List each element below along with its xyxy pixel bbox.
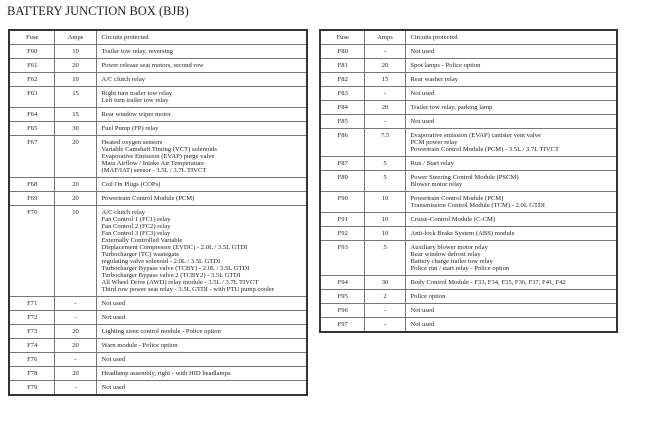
circuits-cell bbox=[96, 339, 307, 353]
circuits-cell bbox=[96, 45, 307, 59]
header-amps: Amps bbox=[364, 30, 405, 45]
header-fuse: Fuse bbox=[9, 30, 54, 45]
table-header bbox=[9, 30, 307, 45]
table-row bbox=[9, 73, 307, 87]
header-amps: Amps bbox=[54, 30, 96, 45]
fuse-table-left bbox=[8, 29, 308, 396]
circuit-line: Not used bbox=[101, 384, 126, 391]
circuits-cell bbox=[405, 227, 617, 241]
amps-cell: 30 bbox=[54, 122, 96, 136]
fuse-cell: F62 bbox=[9, 73, 54, 87]
circuit-line: A/C clutch relay bbox=[101, 76, 146, 83]
circuit-line: Rear window defrost relay bbox=[410, 251, 481, 258]
table-row bbox=[320, 115, 617, 129]
table-row bbox=[9, 297, 307, 311]
circuit-line: Police option bbox=[410, 293, 446, 300]
circuit-line: Turbocharger (TC) wastegate bbox=[101, 251, 180, 258]
circuits-cell bbox=[405, 192, 617, 213]
circuit-line: Power Steering Control Module (PSCM) bbox=[410, 174, 519, 181]
circuits-cell bbox=[405, 115, 617, 129]
fuse-cell: F96 bbox=[320, 304, 364, 318]
circuit-line: Powertrain Control Module (PCM) bbox=[410, 195, 504, 202]
circuit-line: Body Control Module - F33, F34, F35, F36, F37, F41, F42 bbox=[410, 279, 566, 286]
circuit-line: Turbocharger Bypass valve (TCBY) - 2.0L / 3.5L GTDI bbox=[101, 265, 250, 272]
fuse-cell: F72 bbox=[9, 311, 54, 325]
amps-cell: 5 bbox=[364, 241, 405, 276]
fuse-cell: F64 bbox=[9, 108, 54, 122]
circuit-line: Third row power seat relay - 3.5L GTDI - with PTU pump cooler bbox=[101, 286, 274, 293]
circuits-cell bbox=[405, 241, 617, 276]
fuse-cell: F61 bbox=[9, 59, 54, 73]
circuit-line: Not used bbox=[101, 356, 126, 363]
amps-cell: 20 bbox=[54, 325, 96, 339]
table-row bbox=[320, 304, 617, 318]
amps-cell: 5 bbox=[364, 171, 405, 192]
amps-cell: - bbox=[364, 304, 405, 318]
circuit-line: Powertrain Control Module (PCM) bbox=[101, 195, 195, 202]
circuit-line: Anti-lock Brake System (ABS) module bbox=[410, 230, 515, 237]
amps-cell: 10 bbox=[364, 213, 405, 227]
circuit-line: Power release seat motors, second row bbox=[101, 62, 204, 69]
circuits-cell bbox=[96, 325, 307, 339]
circuit-line: Trailer tow relay, parking lamp bbox=[410, 104, 493, 111]
circuit-line: Evaporative Emission (EVAP) purge valve bbox=[101, 153, 215, 160]
table-row bbox=[320, 59, 617, 73]
circuit-line: Powertrain Control Module (PCM) - 3.5L / 3.7L TIVCT bbox=[410, 146, 559, 153]
circuit-line: (MAF/IAT) sensor - 3.5L / 3.7L TIVCT bbox=[101, 167, 207, 174]
table-row bbox=[320, 45, 617, 59]
circuit-line: Transmission Control Module (TCM) - 2.0L GTDI bbox=[410, 202, 545, 209]
table-row bbox=[320, 129, 617, 157]
amps-cell: 15 bbox=[54, 108, 96, 122]
fuse-cell: F79 bbox=[9, 381, 54, 396]
circuits-cell bbox=[405, 45, 617, 59]
fuse-cell: F95 bbox=[320, 290, 364, 304]
fuse-cell: F70 bbox=[9, 206, 54, 297]
amps-cell: 20 bbox=[54, 367, 96, 381]
circuit-line: Not used bbox=[410, 118, 435, 125]
circuits-cell bbox=[405, 171, 617, 192]
circuits-cell bbox=[96, 59, 307, 73]
table-row bbox=[9, 136, 307, 178]
amps-cell: - bbox=[54, 381, 96, 396]
amps-cell: 10 bbox=[54, 73, 96, 87]
fuse-cell: F82 bbox=[320, 73, 364, 87]
amps-cell: - bbox=[364, 115, 405, 129]
amps-cell: 10 bbox=[54, 206, 96, 297]
circuit-line: Not used bbox=[410, 48, 435, 55]
amps-cell: 15 bbox=[364, 73, 405, 87]
table-row bbox=[320, 213, 617, 227]
table-row bbox=[9, 353, 307, 367]
circuits-cell bbox=[96, 122, 307, 136]
amps-cell: - bbox=[364, 318, 405, 333]
amps-cell: 5 bbox=[364, 157, 405, 171]
circuit-line: Auxiliary blower motor relay bbox=[410, 244, 488, 251]
fuse-cell: F78 bbox=[9, 367, 54, 381]
circuits-cell bbox=[405, 59, 617, 73]
table-row bbox=[320, 192, 617, 213]
table-row bbox=[9, 311, 307, 325]
circuit-line: PCM power relay bbox=[410, 139, 458, 146]
header-circuits: Circuits protected bbox=[405, 30, 617, 45]
circuit-line: Fan Control 1 (FC1) relay bbox=[101, 216, 171, 223]
circuit-line: Right turn trailer tow relay bbox=[101, 90, 173, 97]
fuse-cell: F85 bbox=[320, 115, 364, 129]
amps-cell: - bbox=[54, 353, 96, 367]
fuse-cell: F65 bbox=[9, 122, 54, 136]
table-row bbox=[320, 157, 617, 171]
circuits-cell bbox=[96, 353, 307, 367]
circuits-cell bbox=[96, 367, 307, 381]
amps-cell: 20 bbox=[54, 59, 96, 73]
circuits-cell bbox=[405, 73, 617, 87]
amps-cell: - bbox=[364, 87, 405, 101]
circuits-cell bbox=[405, 276, 617, 290]
table-row bbox=[9, 381, 307, 396]
amps-cell: 2 bbox=[364, 290, 405, 304]
fuse-cell: F92 bbox=[320, 227, 364, 241]
amps-cell: 20 bbox=[54, 192, 96, 206]
circuit-line: Turbocharger Bypass valve 2 (TCBY2) - 3.5L GTDI bbox=[101, 272, 241, 279]
circuit-line: Heated oxygen sensors bbox=[101, 139, 163, 146]
circuits-cell bbox=[405, 157, 617, 171]
circuit-line: All Wheel Drive (AWD) relay module - 3.5L / 3.7L TIVCT bbox=[101, 279, 259, 286]
amps-cell: 30 bbox=[364, 276, 405, 290]
page-title: BATTERY JUNCTION BOX (BJB) bbox=[7, 4, 189, 18]
circuits-cell bbox=[96, 73, 307, 87]
circuit-line: Rear washer relay bbox=[410, 76, 459, 83]
fuse-cell: F86 bbox=[320, 129, 364, 157]
table-row bbox=[320, 241, 617, 276]
amps-cell: 20 bbox=[364, 101, 405, 115]
fuse-cell: F89 bbox=[320, 171, 364, 192]
circuit-line: Trailer tow relay, reversing bbox=[101, 48, 173, 55]
circuits-cell bbox=[96, 136, 307, 178]
fuse-cell: F90 bbox=[320, 192, 364, 213]
table-row bbox=[9, 325, 307, 339]
fuse-cell: F73 bbox=[9, 325, 54, 339]
circuit-line: Police run / start relay - Police option bbox=[410, 265, 510, 272]
fuse-cell: F69 bbox=[9, 192, 54, 206]
circuit-line: Displacement Compressor (EVDC) - 2.0L / 3.5L GTDI bbox=[101, 244, 248, 251]
circuit-line: Not used bbox=[410, 307, 435, 314]
circuit-line: A/C clutch relay bbox=[101, 209, 146, 216]
circuit-line: Headlamp assembly, right - with HID headlamps bbox=[101, 370, 231, 377]
amps-cell: 7.5 bbox=[364, 129, 405, 157]
circuit-line: Not used bbox=[410, 321, 435, 328]
amps-cell: - bbox=[54, 311, 96, 325]
circuits-cell bbox=[405, 304, 617, 318]
circuit-line: Coil On Plugs (COPs) bbox=[101, 181, 161, 188]
fuse-table-right bbox=[319, 29, 618, 333]
table-row bbox=[9, 178, 307, 192]
table-row bbox=[9, 339, 307, 353]
circuit-line: Rear window wiper motor bbox=[101, 111, 171, 118]
amps-cell: 20 bbox=[54, 178, 96, 192]
table-row bbox=[320, 290, 617, 304]
header-fuse: Fuse bbox=[320, 30, 364, 45]
circuits-cell bbox=[96, 192, 307, 206]
amps-cell: 20 bbox=[54, 136, 96, 178]
fuse-cell: F84 bbox=[320, 101, 364, 115]
fuse-cell: F60 bbox=[9, 45, 54, 59]
circuits-cell bbox=[405, 87, 617, 101]
circuit-line: Spot lamps - Police option bbox=[410, 62, 481, 69]
fuse-cell: F71 bbox=[9, 297, 54, 311]
table-row bbox=[320, 101, 617, 115]
amps-cell: - bbox=[364, 45, 405, 59]
amps-cell: 20 bbox=[54, 339, 96, 353]
circuit-line: Fan Control 3 (FC3) relay bbox=[101, 230, 171, 237]
fuse-cell: F87 bbox=[320, 157, 364, 171]
circuit-line: Mass Airflow / Intake Air Temperature bbox=[101, 160, 205, 167]
circuits-cell bbox=[96, 87, 307, 108]
table-row bbox=[320, 87, 617, 101]
circuits-cell bbox=[405, 213, 617, 227]
fuse-cell: F93 bbox=[320, 241, 364, 276]
amps-cell: 15 bbox=[54, 87, 96, 108]
circuit-line: regulating valve solenoid - 2.0L / 3.5L GTDI bbox=[101, 258, 221, 265]
amps-cell: 20 bbox=[364, 59, 405, 73]
fuse-cell: F63 bbox=[9, 87, 54, 108]
table-header bbox=[320, 30, 617, 45]
table-row bbox=[9, 59, 307, 73]
fuse-cell: F67 bbox=[9, 136, 54, 178]
amps-cell: 10 bbox=[364, 227, 405, 241]
fuse-cell: F68 bbox=[9, 178, 54, 192]
circuit-line: Evaporative emission (EVAP) canister vent valve bbox=[410, 132, 541, 139]
table-row bbox=[320, 73, 617, 87]
circuits-cell bbox=[405, 129, 617, 157]
circuits-cell bbox=[96, 178, 307, 192]
table-row bbox=[9, 122, 307, 136]
circuits-cell bbox=[405, 101, 617, 115]
circuits-cell bbox=[96, 311, 307, 325]
fuse-cell: F74 bbox=[9, 339, 54, 353]
fuse-cell: F94 bbox=[320, 276, 364, 290]
fuse-cell: F91 bbox=[320, 213, 364, 227]
circuit-line: Left turn trailer tow relay bbox=[101, 97, 169, 104]
header-circuits: Circuits protected bbox=[96, 30, 307, 45]
circuit-line: Battery charge trailer tow relay bbox=[410, 258, 493, 265]
amps-cell: 10 bbox=[54, 45, 96, 59]
circuits-cell bbox=[96, 297, 307, 311]
fuse-cell: F76 bbox=[9, 353, 54, 367]
table-row bbox=[9, 192, 307, 206]
circuit-line: Run / Start relay bbox=[410, 160, 454, 167]
circuit-line: Externally Controlled Variable bbox=[101, 237, 183, 244]
table-row bbox=[9, 87, 307, 108]
circuit-line: Fan Control 2 (FC2) relay bbox=[101, 223, 171, 230]
fuse-cell: F80 bbox=[320, 45, 364, 59]
amps-cell: - bbox=[54, 297, 96, 311]
circuit-line: Fuel Pump (FP) relay bbox=[101, 125, 159, 132]
circuit-line: Warn module - Police option bbox=[101, 342, 178, 349]
circuits-cell bbox=[405, 290, 617, 304]
table-row bbox=[320, 227, 617, 241]
circuit-line: Lighting siren control module - Police option bbox=[101, 328, 221, 335]
circuit-line: Variable Camshaft Timing (VCT) solenoids bbox=[101, 146, 217, 153]
circuit-line: Not used bbox=[101, 300, 126, 307]
circuit-line: Blower motor relay bbox=[410, 181, 463, 188]
fuse-cell: F97 bbox=[320, 318, 364, 333]
circuit-line: Not used bbox=[101, 314, 126, 321]
circuit-line: Not used bbox=[410, 90, 435, 97]
table-row bbox=[320, 171, 617, 192]
circuits-cell bbox=[405, 318, 617, 333]
circuits-cell bbox=[96, 381, 307, 396]
table-row bbox=[9, 206, 307, 297]
table-row bbox=[9, 108, 307, 122]
table-row bbox=[320, 318, 617, 333]
table-row bbox=[320, 276, 617, 290]
table-row bbox=[9, 45, 307, 59]
circuit-line: Cruise-Control Module (C-CM) bbox=[410, 216, 496, 223]
circuits-cell bbox=[96, 206, 307, 297]
fuse-cell: F81 bbox=[320, 59, 364, 73]
fuse-cell: F83 bbox=[320, 87, 364, 101]
table-row bbox=[9, 367, 307, 381]
amps-cell: 10 bbox=[364, 192, 405, 213]
circuits-cell bbox=[96, 108, 307, 122]
